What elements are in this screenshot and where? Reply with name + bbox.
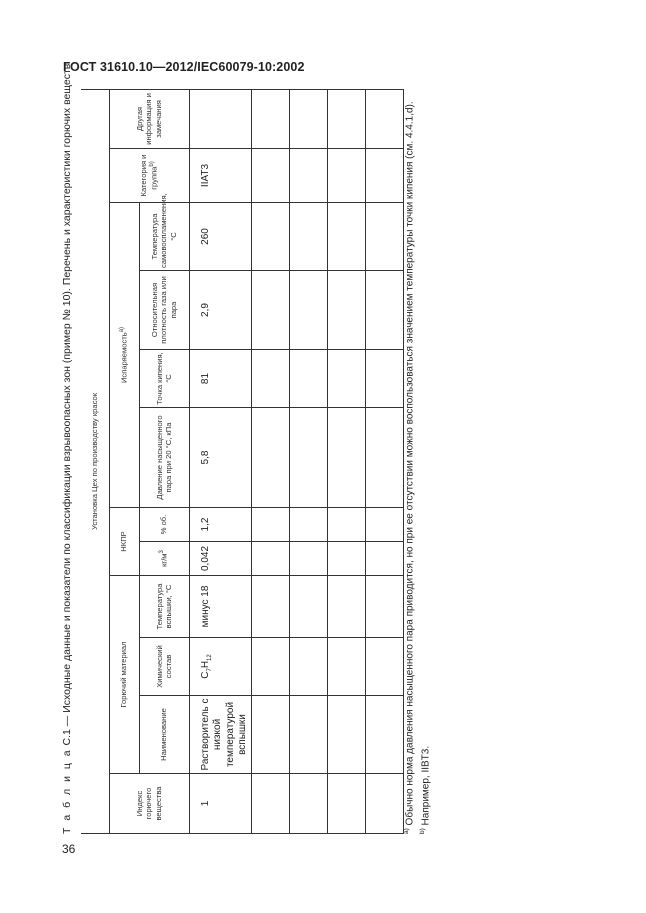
group-volatility: Испаряемость$^{a)}$: [109, 203, 139, 508]
table-caption: [61, 64, 73, 834]
cell-density: 2,9: [189, 271, 251, 350]
cell-formula: $C_7H_{12}$: [189, 638, 251, 696]
cell-boil: 81: [189, 350, 251, 408]
cell-pct: 1,2: [189, 508, 251, 542]
caption-prefix: Т а б л и ц а: [61, 748, 73, 834]
footnote-b: $^{b)}$ Например, IIBT3.: [419, 745, 432, 834]
cell-category: IIAT3: [189, 149, 251, 203]
col-category: Категория и группа$^{b)}$: [109, 149, 189, 203]
table-row: [189, 89, 251, 833]
col-other: Другая информация и замечания: [109, 89, 189, 148]
table-row-empty: [365, 89, 403, 833]
caption-text: С.1 — Исходные данные и показатели по классификации взрывоопасных зон (пример № 10). Перечень и характеристики горючих веществ: [61, 63, 73, 749]
table-row-empty: [289, 89, 327, 833]
cell-name: Растворитель с низкой температурой вспышки: [189, 696, 251, 774]
col-name: Наименование: [139, 696, 189, 774]
cell-autoign: 260: [189, 203, 251, 271]
cell-index: 1: [189, 774, 251, 834]
table-row-empty: [251, 89, 289, 833]
group-nkpr: НКПР: [109, 508, 139, 576]
document-header: ГОСТ 31610.10—2012/IEC60079-10:2002: [63, 60, 305, 74]
col-flash: Температура вспышки, °С: [139, 576, 189, 638]
cell-other: [189, 89, 251, 148]
footnote-a: $^{a)}$ Обычно норма давления насыщенного пара приводится, но при ее отсутствии можно воспользоваться значением температуры точки кипения (см. 4.4.1,d).: [403, 101, 416, 834]
cell-pressure: 5,8: [189, 408, 251, 508]
col-composition: Химический состав: [139, 638, 189, 696]
cell-flash: минус 18: [189, 576, 251, 638]
installation-label: Установка Цех по производству красок: [90, 392, 99, 530]
col-index: Индекс горючего вещества: [109, 774, 189, 834]
group-material: Горючий материал: [109, 576, 139, 774]
table-row-empty: [327, 89, 365, 833]
col-boil: Точка кипения, °С: [139, 350, 189, 408]
cell-kgm: 0,042: [189, 542, 251, 576]
col-autoign: Температура самовоспламенения, °С: [139, 203, 189, 271]
col-kgm: $кг/м^3$: [139, 542, 189, 576]
col-density: Относительная плотность газа или пара: [139, 271, 189, 350]
col-pct: % об.: [139, 508, 189, 542]
combustibles-table: [81, 89, 404, 834]
page-number: 36: [62, 842, 76, 856]
col-pressure: Давление насыщенного пара при 20 °С, кПа: [139, 408, 189, 508]
installation-cell: [81, 89, 109, 833]
